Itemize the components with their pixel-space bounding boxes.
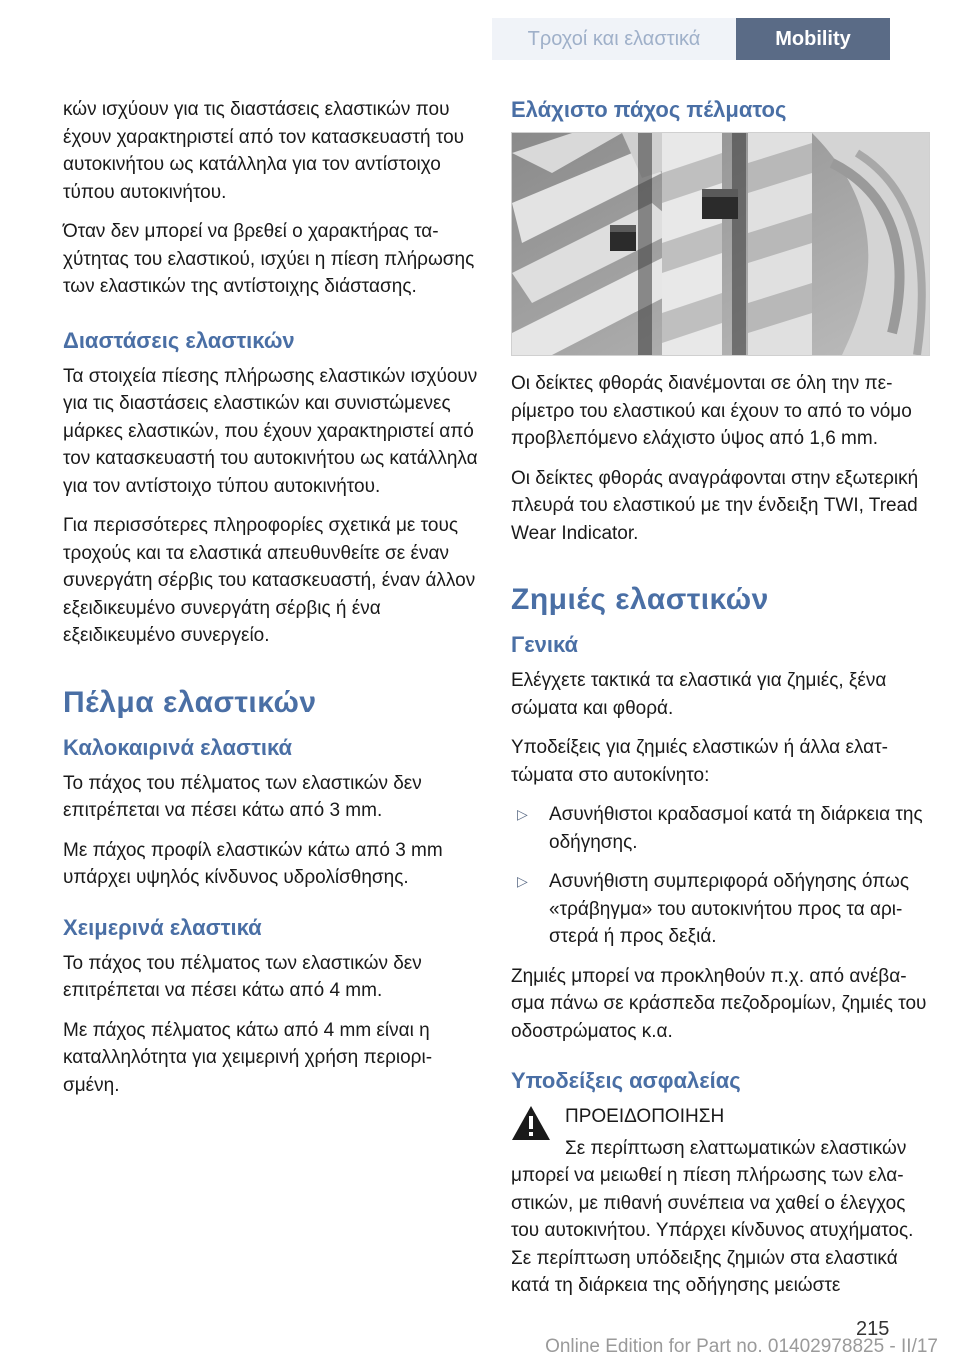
page-number: 215 [856, 1318, 890, 1340]
heading-tire-dimensions: Διαστάσεις ελαστικών [63, 327, 295, 353]
paragraph: Όταν δεν μπορεί να βρεθεί ο χαρακτήρας ταχύτητας του ελαστικού, ισχύει η πίεση πλήρωσης των ελαστικών της αντίστοιχης διάστασης. [63, 221, 475, 297]
tire-tread-photo [511, 132, 930, 356]
triangle-right-icon: ▷ [517, 806, 528, 822]
paragraph: Με πάχος προφίλ ελαστικών κάτω από 3 mm υπάρχει υψηλός κίνδυνος υδρολίσθησης. [63, 839, 443, 888]
warning-text: Σε περίπτωση ελαττωματικών ελαστικών μπορεί να μειωθεί η πίεση πλήρωσης των ελαστικών, με πιθανή συνέπεια να χαθεί ο έλεγχος του αυτοκινήτου. Υπάρχει κίνδυνος ατυχήματος. Σε περίπτωση υπόδειξης ζημιών στα ελαστικά κατά τη διάρκεια της οδήγησης μειώστε [511, 1137, 914, 1296]
right-column [511, 96, 930, 1300]
heading-tire-tread: Πέλμα ελαστικών [63, 685, 317, 719]
warning-triangle-icon [511, 1105, 551, 1141]
heading-general: Γενικά [511, 632, 579, 657]
list-item-text: Ασυνήθιστη συμπεριφορά οδήγησης όπως «τράβηγμα» του αυτοκινήτου προς τα αριστερά ή προς δεξιά. [549, 871, 909, 947]
wear-indicator-right [702, 189, 738, 219]
paragraph: Για περισσότερες πληροφορίες σχετικά με τους τροχούς και τα ελαστικά απευθυνθείτε σε έναν συνεργάτη σέρβις του κατασκευαστή, έναν άλλον εξειδικευμένο συνεργάτη σέρβις ή ένα εξειδικευμένο συνεργείο. [63, 515, 476, 646]
warning-box [511, 1103, 930, 1300]
paragraph: Οι δείκτες φθοράς διανέμονται σε όλη την περίμετρο του ελαστικού και έχουν το από το νόμο προβλεπόμενο ελάχιστο ύψος από 1,6 mm. [511, 373, 912, 449]
list-item [511, 801, 930, 856]
heading-safety-notes: Υποδείξεις ασφαλείας [511, 1068, 741, 1093]
paragraph: Οι δείκτες φθοράς αναγράφονται στην εξωτερική πλευρά του ελαστικού με την ένδειξη TWI, Tread Wear Indicator. [511, 467, 919, 544]
footer-edition: Online Edition for Part no. 01402978825 - II/17 [545, 1336, 938, 1357]
paragraph: Τα στοιχεία πίεσης πλήρωσης ελαστικών ισχύουν για τις διαστάσεις ελαστικών και συνιστώμενες μάρκες ελαστικών, που έχουν χαρακτηριστεί από τον κατασκευαστή του αυτοκινήτου ως κατάλληλα για τον αντίστοιχο τύπου αυτοκινήτου. [63, 365, 478, 497]
chapter-tab: Mobility [736, 18, 890, 60]
triangle-right-icon: ▷ [517, 873, 528, 889]
heading-winter-tires: Χειμερινά ελαστικά [63, 914, 262, 940]
list-item [511, 868, 930, 951]
paragraph: Το πάχος του πέλματος των ελαστικών δεν επιτρέπεται να πέσει κάτω από 4 mm. [63, 952, 422, 1001]
heading-summer-tires: Καλοκαιρινά ελαστικά [63, 734, 293, 760]
paragraph: Ζημιές μπορεί να προκληθούν π.χ. από ανέβασμα πάνω σε κράσπεδα πεζοδρομίων, ζημιές του οδοστρώματος κ.α. [511, 965, 927, 1042]
tire-tread-illustration [512, 133, 929, 355]
wear-indicator-left [610, 225, 636, 251]
paragraph: Με πάχος πέλματος κάτω από 4 mm είναι η καταλληλότητα για χειμερινή χρήση περιορισμένη. [63, 1019, 433, 1096]
page-header [0, 0, 960, 62]
paragraph: Υποδείξεις για ζημιές ελαστικών ή άλλα ελαττώματα στο αυτοκίνητο: [511, 737, 888, 786]
left-column [63, 96, 482, 1111]
warning-title: ΠΡΟΕΙΔΟΠΟΙΗΣΗ [565, 1106, 725, 1127]
heading-min-tread-depth: Ελάχιστο πάχος πέλματος [511, 97, 787, 122]
section-title: Τροχοί και ελαστικά [492, 18, 736, 60]
paragraph: κών ισχύουν για τις διαστάσεις ελαστικών που έχουν χαρακτηριστεί από τον κατασκευαστή του αυτοκινήτου ως κατάλληλα για τον αντίστοιχο τύπου αυτοκινήτου. [63, 99, 465, 203]
paragraph: Ελέγχετε τακτικά τα ελαστικά για ζημιές, ξένα σώματα και φθορά. [511, 670, 887, 719]
heading-tire-damage: Ζημιές ελαστικών [511, 583, 769, 616]
list-item-text: Ασυνήθιστοι κραδασμοί κατά τη διάρκεια της οδήγησης. [549, 804, 923, 853]
paragraph: Το πάχος του πέλματος των ελαστικών δεν επιτρέπεται να πέσει κάτω από 3 mm. [63, 772, 422, 821]
